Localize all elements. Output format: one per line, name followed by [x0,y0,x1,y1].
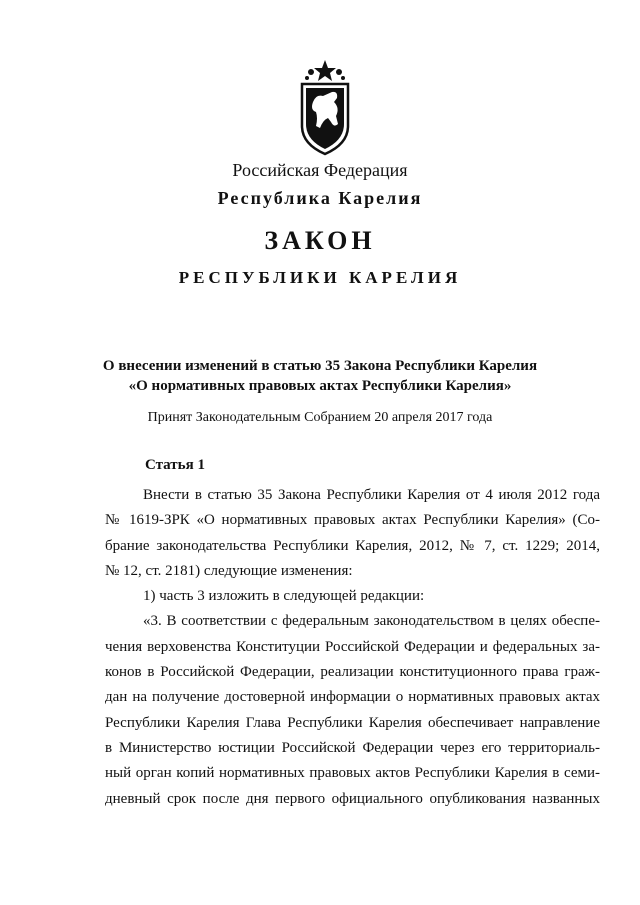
republic-name: Республика Карелия [217,188,423,208]
document-title-line-1: О внесении изменений в статью 35 Закона Республики Карелия [102,358,538,374]
article-line: «3. В соответствии с федеральным законодательством в целях обеспе- [143,613,600,630]
country-name: Российская Федерация [232,160,408,180]
article-line: конов в Российской Федерации, реализации конституционного права граж- [105,664,600,681]
article-line: Внести в статью 35 Закона Республики Карелия от 4 июля 2012 года [143,487,600,503]
article-line: ный орган копий нормативных правовых актов Республики Карелия в семи- [105,765,600,782]
article-line: чения верховенства Конституции Российской Федерации и федеральных за- [105,638,600,655]
article-line: 1) часть 3 изложить в следующей редакции: [143,588,425,605]
article-line: дан на получение достоверной информации о нормативных правовых актах [105,689,600,706]
adoption-note: Принят Законодательным Собранием 20 апреля 2017 года [147,410,493,425]
article-body [105,483,600,812]
article-heading: Статья 1 [145,457,205,473]
article-line: № 12, ст. 2181) следующие изменения: [105,562,353,579]
article-line: № 1619-ЗРК «О нормативных правовых актах Республики Карелия» (Со- [105,512,600,529]
article-line: дневный срок после дня первого официального опубликования названных [105,790,600,807]
document-title [0,356,640,396]
law-title: ЗАКОН [264,226,376,255]
article-line: Республики Карелия Глава Республики Карелия обеспечивает направление [105,714,600,731]
article-line: в Министерство юстиции Российской Федерации через его территориаль- [105,739,600,756]
karelia-coat-of-arms-icon [296,58,354,156]
law-subtitle: РЕСПУБЛИКИ КАРЕЛИЯ [178,268,462,287]
document-title-line-2: «О нормативных правовых актах Республики Карелия» [128,378,512,394]
article-line: брание законодательства Республики Карелия, 2012, № 7, ст. 1229; 2014, [105,537,600,554]
